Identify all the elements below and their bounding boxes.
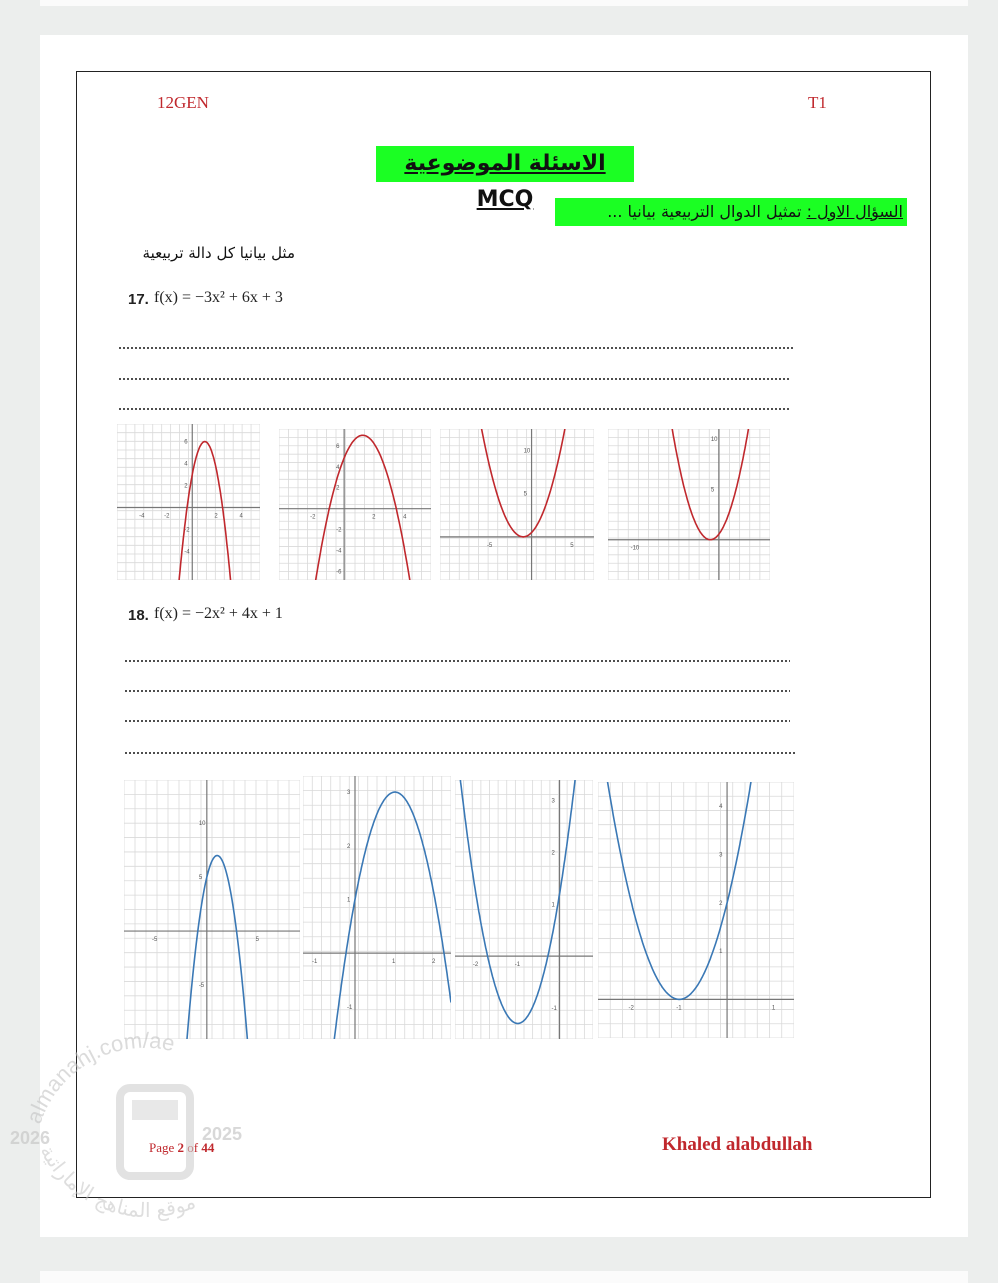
x-tick-label: -2 (164, 513, 170, 520)
x-tick-label: 4 (239, 513, 243, 520)
x-tick-label: -1 (312, 959, 318, 966)
section-label: السؤال الاول : (806, 202, 903, 221)
graph-option-17d[interactable] (608, 429, 770, 580)
y-tick-label: -1 (347, 1004, 353, 1011)
graph-option-18c[interactable] (455, 780, 593, 1039)
x-tick-label: -5 (152, 937, 158, 944)
y-tick-label: 10 (198, 821, 206, 828)
instruction-text: مثل بيانيا كل دالة تربيعية (142, 244, 295, 262)
y-tick-label: 5 (523, 491, 527, 498)
y-tick-label: 10 (523, 448, 531, 455)
x-tick-label: 2 (372, 514, 376, 521)
x-tick-label: -2 (628, 1005, 634, 1012)
y-tick-label: 4 (184, 461, 188, 468)
y-tick-label: 4 (719, 804, 723, 811)
x-tick-label: 1 (392, 959, 396, 966)
section-text: تمثيل الدوال التربيعية بيانيا ... (607, 202, 807, 221)
y-tick-label: -2 (336, 527, 342, 534)
y-tick-label: 4 (336, 464, 340, 471)
question-17-number: 17. (128, 291, 149, 308)
x-tick-label: 4 (403, 514, 407, 521)
x-tick-label: 5 (255, 937, 259, 944)
y-tick-label: 10 (710, 437, 718, 444)
y-tick-label: 6 (184, 439, 188, 446)
svg-text:almanahj.com/ae: almanahj.com/ae (21, 1027, 178, 1127)
author-name: Khaled alabdullah (662, 1134, 813, 1155)
y-tick-label: -6 (336, 569, 342, 576)
svg-text:موقع المناهج الإماراتية: موقع المناهج الإماراتية (35, 1140, 199, 1223)
page-title: الاسئلة الموضوعية MCQ (376, 146, 634, 182)
y-tick-label: 1 (719, 949, 723, 956)
answer-line (118, 408, 790, 410)
x-tick-label: -1 (676, 1005, 682, 1012)
y-tick-label: -2 (184, 527, 190, 534)
question-18-expression: f(x) = −2x² + 4x + 1 (154, 605, 283, 622)
answer-line (124, 660, 790, 662)
graph-option-18b[interactable] (303, 776, 451, 1039)
y-tick-label: -1 (551, 1005, 557, 1012)
y-tick-label: 2 (184, 483, 188, 490)
graph-option-17b[interactable] (279, 429, 431, 580)
answer-line (118, 378, 790, 380)
class-label: 12GEN (157, 93, 209, 112)
y-tick-label: 5 (710, 487, 715, 494)
y-tick-label: 3 (347, 790, 351, 797)
y-tick-label: 2 (347, 843, 351, 850)
question-17-expression: f(x) = −3x² + 6x + 3 (154, 289, 283, 306)
section-heading (555, 198, 907, 226)
answer-line (124, 690, 790, 692)
y-tick-label: 6 (336, 443, 340, 450)
question-18-number: 18. (128, 607, 149, 624)
y-tick-label: 2 (336, 485, 340, 492)
y-tick-label: 5 (198, 875, 203, 882)
next-page-edge (40, 1271, 968, 1283)
x-tick-label: -1 (514, 962, 521, 969)
x-tick-label: 5 (570, 542, 574, 549)
x-tick-label: -4 (139, 513, 145, 520)
y-tick-label: 2 (551, 850, 555, 857)
y-tick-label: 2 (719, 900, 723, 907)
y-tick-label: -5 (198, 983, 205, 990)
y-tick-label: 3 (551, 798, 555, 805)
term-label: T1 (808, 93, 827, 112)
x-tick-label: -2 (310, 514, 316, 521)
svg-text:2026: 2026 (10, 1128, 51, 1148)
x-tick-label: 1 (771, 1005, 776, 1012)
y-tick-label: 3 (719, 852, 723, 859)
answer-line (124, 720, 790, 722)
x-tick-label: 2 (214, 513, 218, 520)
answer-line (118, 347, 794, 349)
answer-line (124, 752, 796, 754)
graph-option-17c[interactable] (440, 429, 594, 580)
y-tick-label: -4 (336, 548, 342, 555)
svg-text:2025: 2025 (202, 1124, 243, 1144)
page-number: Page 2 of 44 (149, 1140, 215, 1155)
x-tick-label: -10 (630, 545, 640, 552)
previous-page-edge (40, 0, 968, 6)
x-tick-label: -5 (486, 542, 493, 549)
graph-option-17a[interactable] (117, 424, 260, 580)
graph-option-18a[interactable] (124, 780, 300, 1039)
graph-option-18d[interactable] (598, 782, 794, 1038)
y-tick-label: 1 (347, 897, 351, 904)
x-tick-label: 2 (432, 959, 436, 966)
y-tick-label: -4 (184, 549, 190, 556)
y-tick-label: 1 (551, 902, 555, 909)
x-tick-label: -2 (472, 962, 479, 969)
